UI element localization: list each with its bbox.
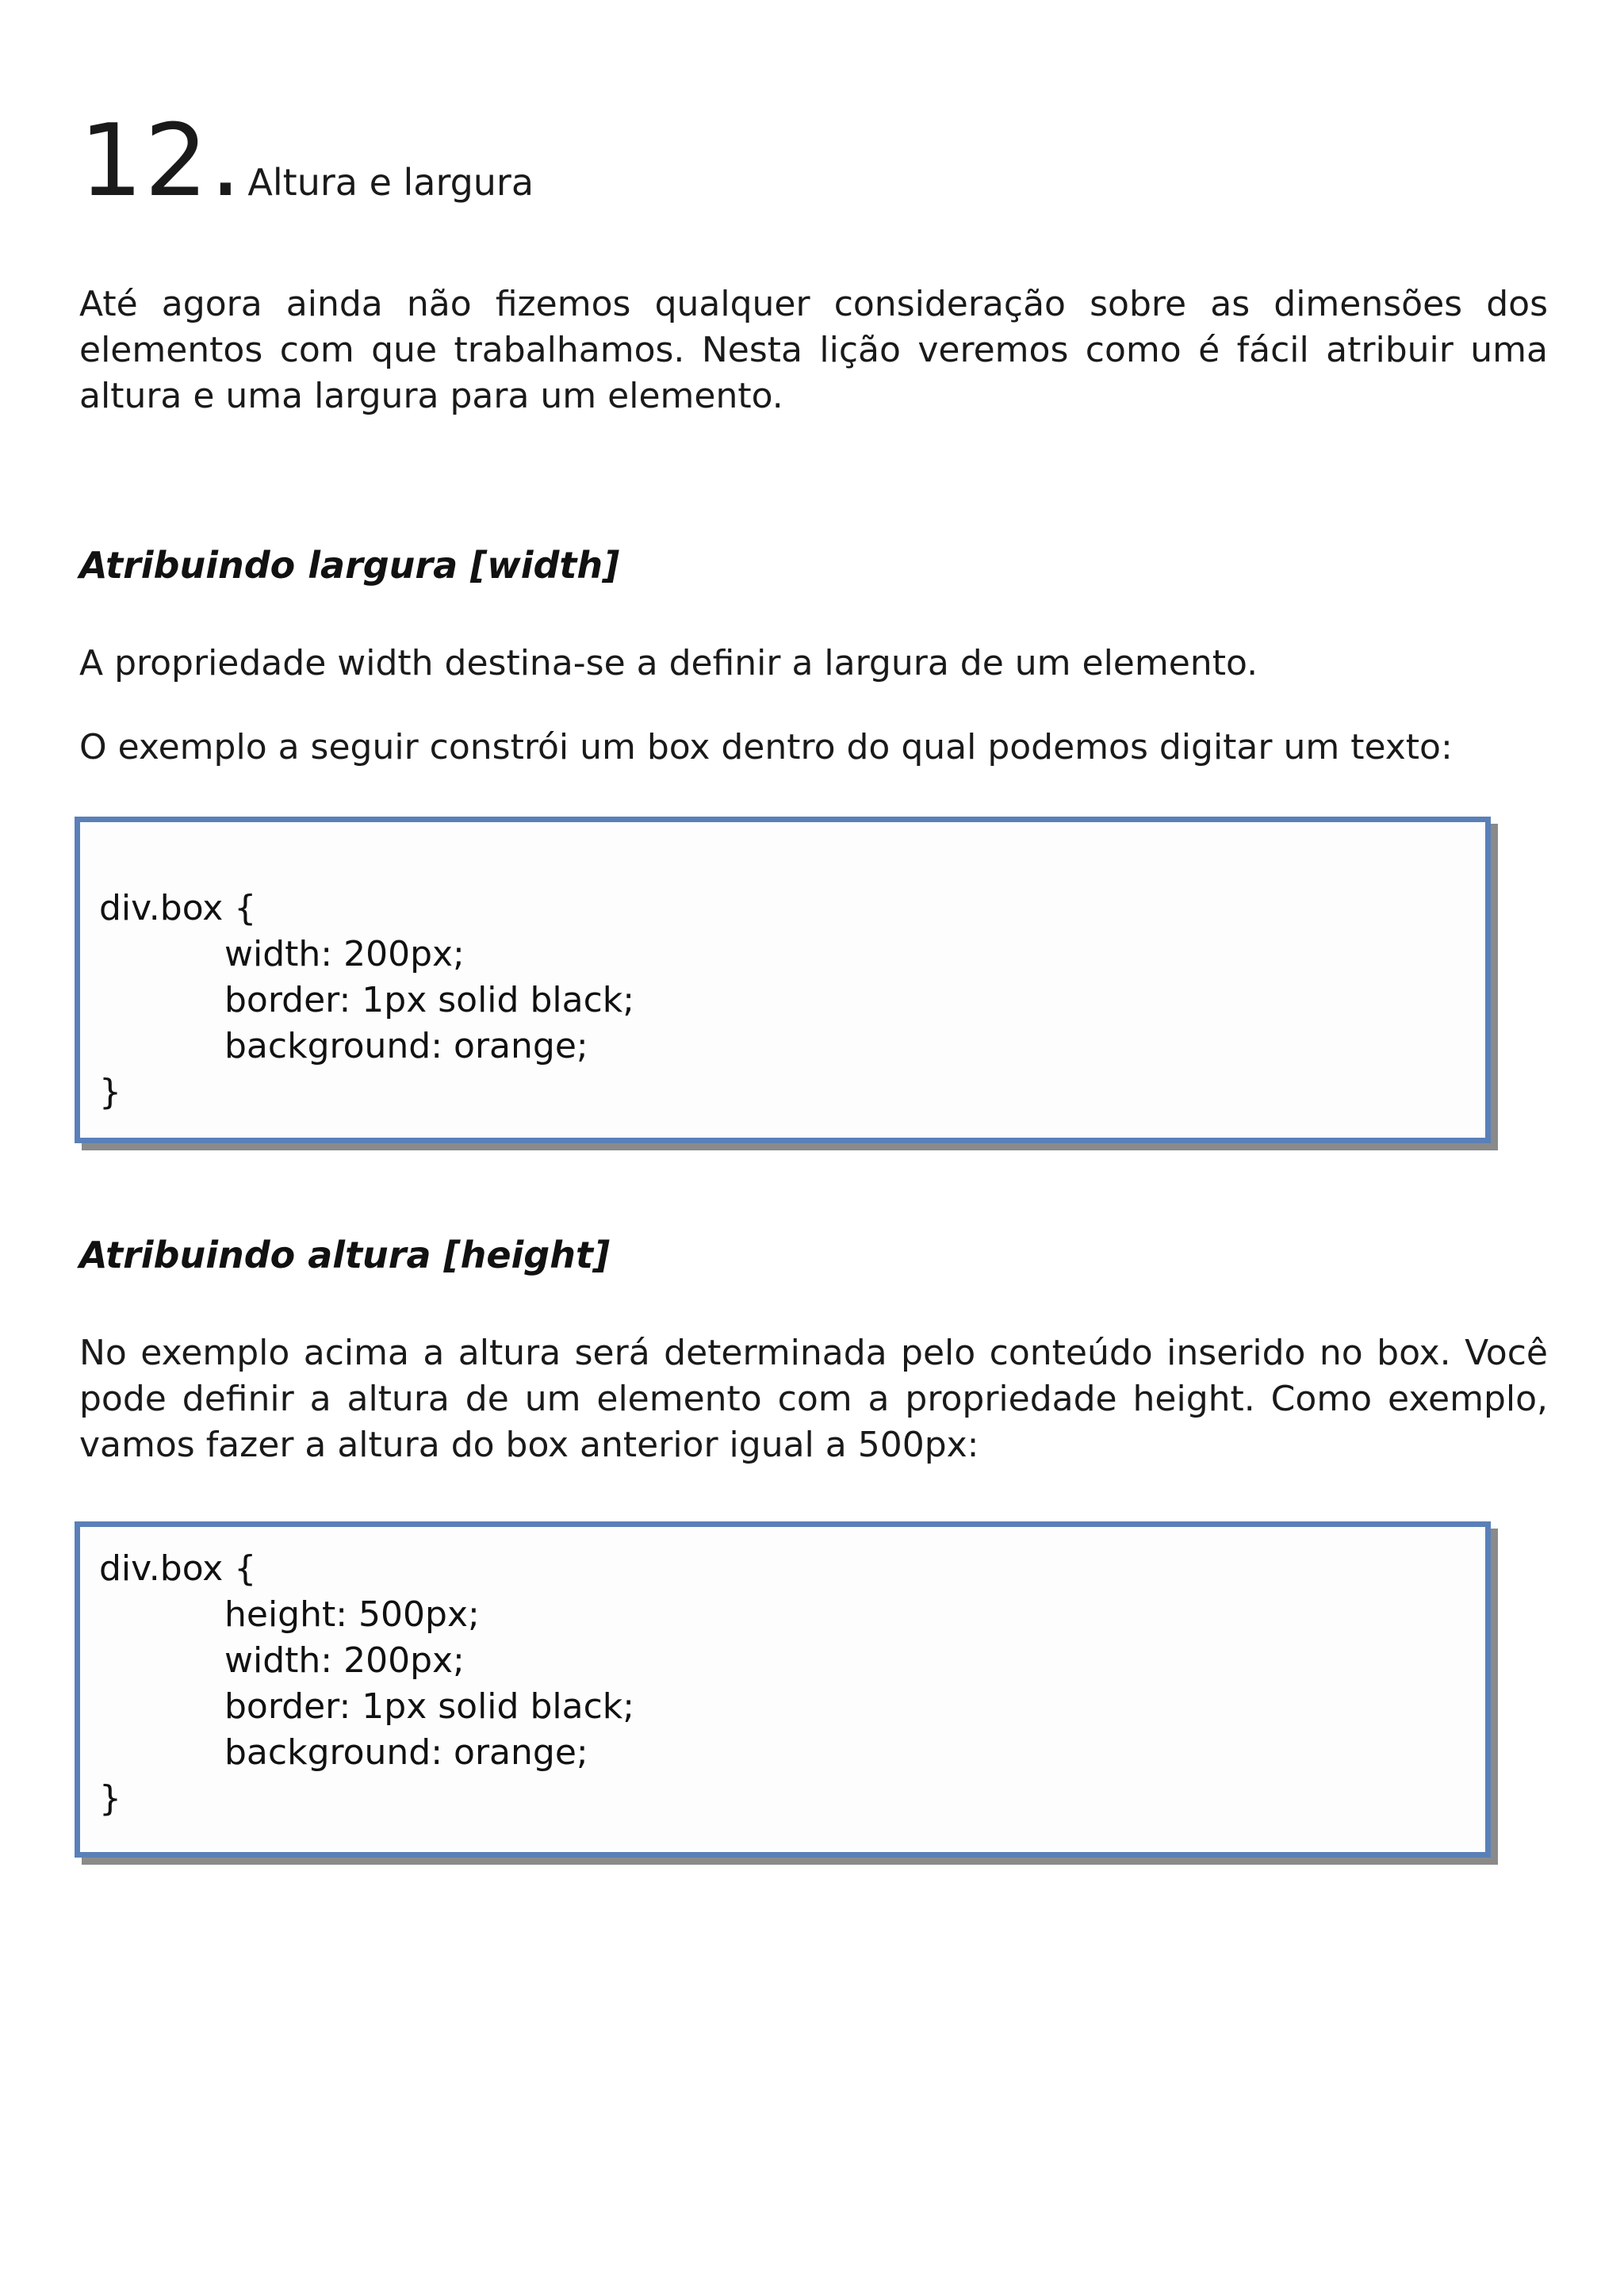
chapter-number: 12 — [79, 102, 210, 219]
code-line: } — [99, 1778, 121, 1819]
intro-paragraph: Até agora ainda não fizemos qualquer consideração sobre as dimensões dos elementos com que trabalhamos. Nesta lição veremos como é fácil atribuir uma altura e uma largura para um elemento. — [79, 284, 1548, 416]
width-section-heading: Atribuindo largura [width] — [79, 544, 620, 587]
chapter-title-text: Altura e largura — [247, 161, 534, 204]
code-line: background: orange; — [224, 1026, 588, 1066]
height-code-box — [75, 1521, 1491, 1858]
code-line: border: 1px solid black; — [224, 980, 635, 1020]
width-code-box — [75, 817, 1491, 1143]
code-line: background: orange; — [224, 1732, 588, 1773]
chapter-number-dot: . — [209, 102, 242, 219]
width-paragraph-2: O exemplo a seguir constrói um box dentro do qual podemos digitar um texto: — [79, 727, 1453, 767]
height-paragraph: No exemplo acima a altura será determinada pelo conteúdo inserido no box. Você pode definir a altura de um elemento com a propriedade height. Como exemplo, vamos fazer a altura do box anterior igual a 500px: — [79, 1333, 1548, 1465]
code-line: div.box { — [99, 888, 257, 928]
chapter-title — [79, 102, 534, 219]
width-paragraph-1: A propriedade width destina-se a definir a largura de um elemento. — [79, 643, 1258, 683]
code-line: width: 200px; — [224, 1640, 465, 1681]
code-line: } — [99, 1072, 121, 1112]
code-line: div.box { — [99, 1548, 257, 1589]
code-line: width: 200px; — [224, 934, 465, 974]
code-line: height: 500px; — [224, 1594, 480, 1635]
code-line: border: 1px solid black; — [224, 1686, 635, 1727]
height-section-heading: Atribuindo altura [height] — [79, 1234, 610, 1276]
